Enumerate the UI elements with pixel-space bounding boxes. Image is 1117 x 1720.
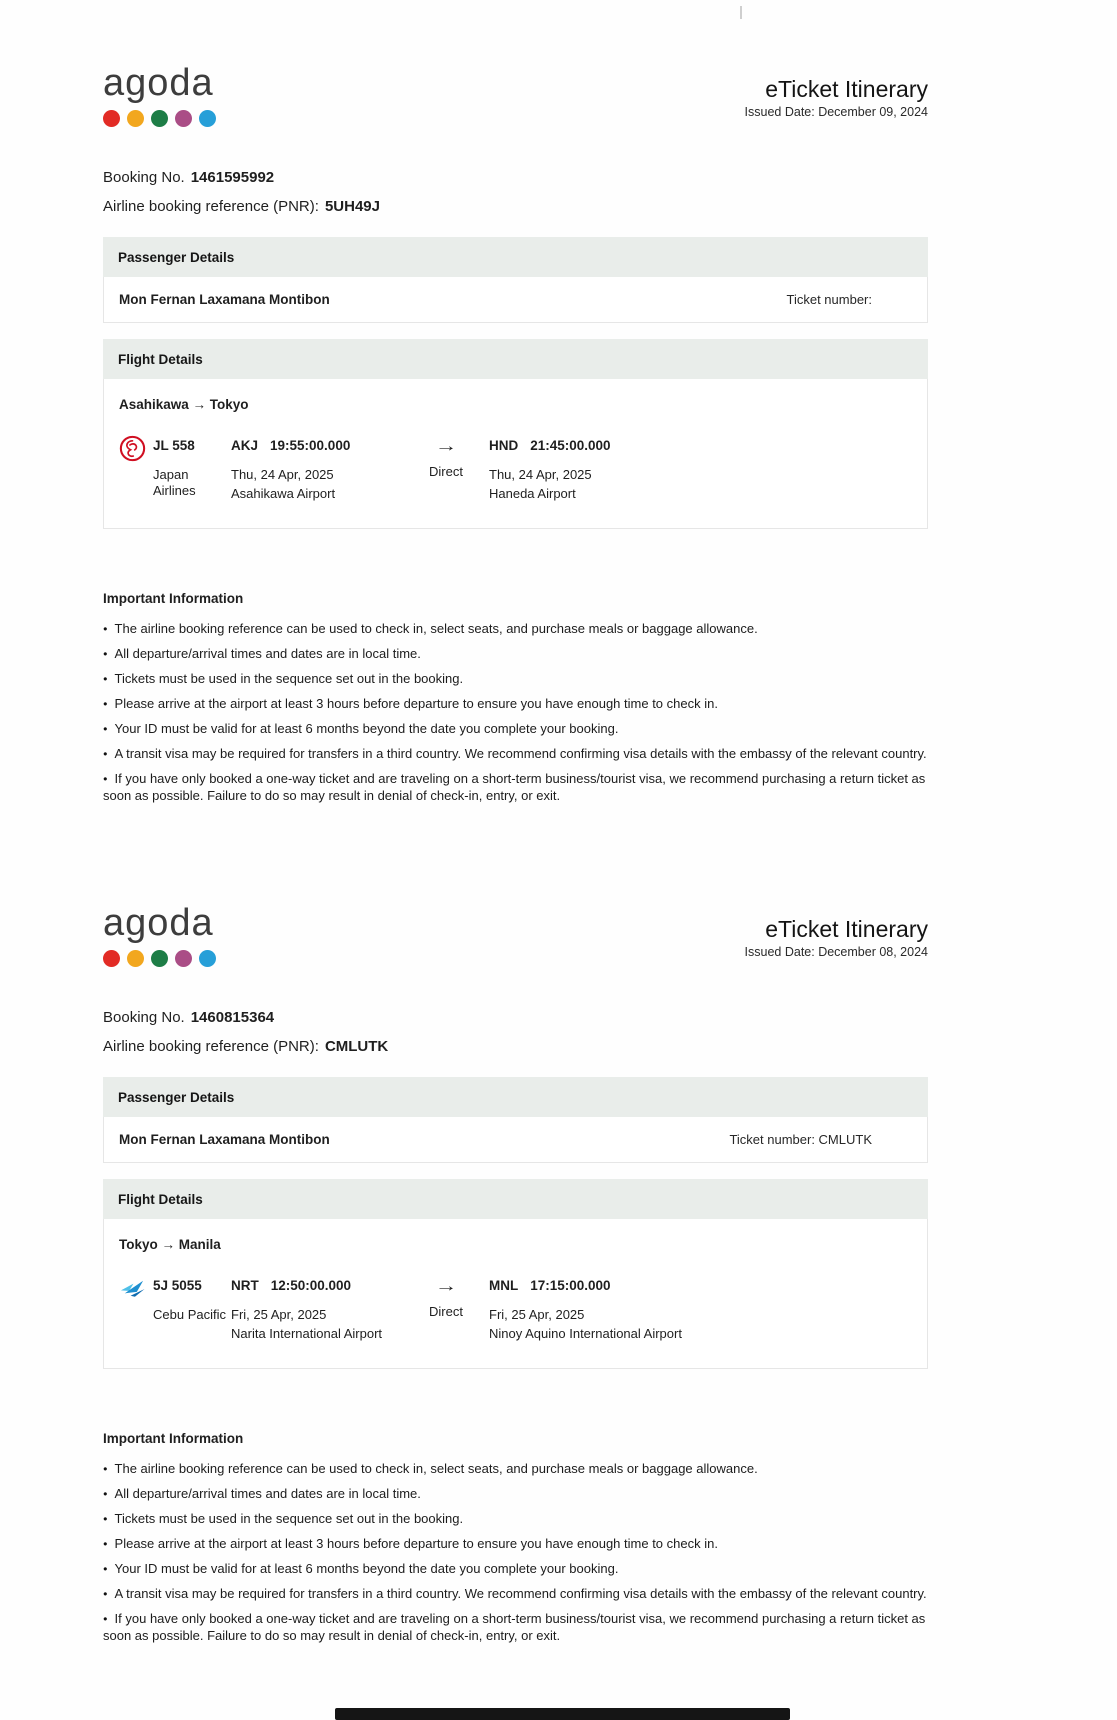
stops-cell [403, 438, 489, 479]
airline-name: Cebu Pacific [153, 1307, 226, 1322]
arrival-airport-code: MNL [489, 1278, 519, 1293]
pnr-label: Airline booking reference (PNR): [103, 198, 319, 215]
page-title: eTicket Itinerary [765, 916, 928, 942]
bullet-icon: ● [103, 1539, 108, 1548]
important-information-list [103, 1460, 928, 1644]
agoda-logo [103, 904, 216, 967]
arrival-cell [489, 1278, 927, 1342]
agoda-wordmark: agoda [103, 902, 214, 944]
ticket-number: Ticket number: [786, 292, 872, 307]
agoda-dot-icon [127, 110, 144, 127]
departure-airport-code: NRT [231, 1278, 259, 1293]
bullet-icon: ● [103, 699, 108, 708]
agoda-dot-icon [199, 110, 216, 127]
header-row [103, 64, 928, 127]
important-bullet: ● The airline booking reference can be used to check in, select seats, and purchase meals or baggage allowance. [103, 621, 758, 636]
flight-arrow-icon: → [434, 1278, 458, 1295]
arrival-cell [489, 438, 927, 502]
pnr-line [103, 198, 928, 215]
agoda-dot-icon [127, 950, 144, 967]
pnr-value: 5UH49J [324, 198, 380, 215]
important-bullet: ● Your ID must be valid for at least 6 months beyond the date you complete your booking. [103, 1561, 619, 1576]
itinerary-section-2 [0, 812, 1117, 1644]
agoda-dot-icon [103, 950, 120, 967]
important-information-title: Important Information [103, 1431, 244, 1446]
document-title-block [745, 64, 928, 119]
important-bullet: ● The airline booking reference can be used to check in, select seats, and purchase meals or baggage allowance. [103, 1461, 758, 1476]
pnr-line [103, 1038, 928, 1055]
arrival-airport-code: HND [489, 438, 519, 453]
bullet-icon: ● [103, 1489, 108, 1498]
passenger-details-header: Passenger Details [103, 1077, 928, 1117]
flight-number: 5J 5055 [153, 1278, 202, 1293]
ticket-number: Ticket number: CMLUTK [729, 1132, 872, 1147]
flight-number: JL 558 [153, 438, 195, 453]
agoda-logo [103, 64, 216, 127]
arrival-time: 21:45:00.000 [530, 438, 611, 453]
flight-details-header: Flight Details [103, 339, 928, 379]
important-bullet: ● Tickets must be used in the sequence set out in the booking. [103, 671, 464, 686]
bullet-icon: ● [103, 724, 108, 733]
bullet-icon: ● [103, 674, 108, 683]
important-bullet: ● If you have only booked a one-way ticket and are traveling on a short-term business/tourist visa, we recommend purchasing a return ticket as soon as possible. Failure to do so may result in denial of check-in, entry, or exit. [103, 1611, 926, 1643]
flight-details-body [103, 1219, 928, 1369]
japan-airlines-logo-icon [119, 435, 146, 462]
booking-number-label: Booking No. [103, 169, 185, 186]
bullet-icon: ● [103, 1614, 108, 1623]
important-bullet: ● Please arrive at the airport at least 3 hours before departure to ensure you have enough time to check in. [103, 1536, 718, 1551]
route-title: Tokyo → Manila [119, 1237, 221, 1252]
flight-segment-row [119, 1278, 927, 1342]
passenger-row [103, 1117, 928, 1163]
agoda-dots-icon [103, 950, 216, 967]
departure-airport-code: AKJ [231, 438, 259, 453]
important-bullet: ● All departure/arrival times and dates are in local time. [103, 646, 421, 661]
flight-number-cell [153, 1278, 231, 1323]
booking-number-label: Booking No. [103, 1009, 185, 1026]
important-bullet: ● Tickets must be used in the sequence set out in the booking. [103, 1511, 464, 1526]
booking-number-line [103, 1009, 928, 1026]
bullet-icon: ● [103, 774, 108, 783]
agoda-dot-icon [199, 950, 216, 967]
bullet-icon: ● [103, 749, 108, 758]
agoda-dot-icon [151, 110, 168, 127]
header-row [103, 904, 928, 967]
important-bullet: ● Please arrive at the airport at least 3 hours before departure to ensure you have enough time to check in. [103, 696, 718, 711]
agoda-dot-icon [151, 950, 168, 967]
booking-number-line [103, 169, 928, 186]
issued-date: Issued Date: December 09, 2024 [744, 105, 928, 119]
flight-details-body [103, 379, 928, 529]
agoda-dots-icon [103, 110, 216, 127]
departure-time: 12:50:00.000 [270, 1278, 352, 1293]
passenger-name: Mon Fernan Laxamana Montibon [119, 292, 330, 307]
flight-number-cell [153, 438, 231, 499]
next-page-edge [335, 1708, 790, 1720]
agoda-dot-icon [175, 110, 192, 127]
important-information-list [103, 620, 928, 804]
pnr-value: CMLUTK [324, 1038, 389, 1055]
booking-info [103, 169, 928, 215]
booking-number-value: 1461595992 [190, 169, 275, 186]
page-title: eTicket Itinerary [765, 76, 928, 102]
issued-date: Issued Date: December 08, 2024 [744, 945, 928, 959]
document-title-block [745, 904, 928, 959]
scan-artifact-mark [740, 6, 742, 19]
passenger-row [103, 277, 928, 323]
flight-details-header: Flight Details [103, 1179, 928, 1219]
agoda-dot-icon [103, 110, 120, 127]
departure-cell [231, 1278, 403, 1342]
passenger-details-header: Passenger Details [103, 237, 928, 277]
flight-segment-row [119, 438, 927, 502]
bullet-icon: ● [103, 1464, 108, 1473]
departure-date: Fri, 25 Apr, 2025 [231, 1307, 327, 1322]
departure-airport: Narita International Airport [231, 1326, 383, 1341]
airline-name: Japan Airlines [153, 467, 196, 498]
arrival-date: Fri, 25 Apr, 2025 [489, 1307, 585, 1322]
cebu-pacific-logo-icon [119, 1275, 146, 1302]
bullet-icon: ● [103, 1564, 108, 1573]
bullet-icon: ● [103, 1589, 108, 1598]
arrival-airport: Ninoy Aquino International Airport [489, 1326, 682, 1341]
agoda-wordmark: agoda [103, 62, 214, 104]
pnr-label: Airline booking reference (PNR): [103, 1038, 319, 1055]
airline-logo-cell [119, 438, 153, 467]
important-bullet: ● If you have only booked a one-way ticket and are traveling on a short-term business/tourist visa, we recommend purchasing a return ticket as soon as possible. Failure to do so may result in denial of check-in, entry, or exit. [103, 771, 926, 803]
important-bullet: ● Your ID must be valid for at least 6 months beyond the date you complete your booking. [103, 721, 619, 736]
departure-date: Thu, 24 Apr, 2025 [231, 467, 334, 482]
departure-cell [231, 438, 403, 502]
stops-label: Direct [429, 1304, 463, 1319]
stops-label: Direct [429, 464, 463, 479]
bullet-icon: ● [103, 1514, 108, 1523]
booking-info [103, 1009, 928, 1055]
arrival-date: Thu, 24 Apr, 2025 [489, 467, 592, 482]
important-information-title: Important Information [103, 591, 244, 606]
stops-cell [403, 1278, 489, 1319]
flight-arrow-icon: → [434, 438, 458, 455]
departure-airport: Asahikawa Airport [231, 486, 336, 501]
arrival-time: 17:15:00.000 [530, 1278, 611, 1293]
booking-number-value: 1460815364 [190, 1009, 275, 1026]
important-bullet: ● A transit visa may be required for transfers in a third country. We recommend confirming visa details with the embassy of the relevant country. [103, 1586, 927, 1601]
important-bullet: ● A transit visa may be required for transfers in a third country. We recommend confirming visa details with the embassy of the relevant country. [103, 746, 927, 761]
route-title: Asahikawa → Tokyo [119, 397, 249, 412]
itinerary-section-1 [0, 0, 1117, 804]
agoda-dot-icon [175, 950, 192, 967]
airline-logo-cell [119, 1278, 153, 1307]
passenger-name: Mon Fernan Laxamana Montibon [119, 1132, 330, 1147]
departure-time: 19:55:00.000 [270, 438, 351, 453]
important-bullet: ● All departure/arrival times and dates are in local time. [103, 1486, 421, 1501]
bullet-icon: ● [103, 649, 108, 658]
arrival-airport: Haneda Airport [489, 486, 576, 501]
bullet-icon: ● [103, 624, 108, 633]
